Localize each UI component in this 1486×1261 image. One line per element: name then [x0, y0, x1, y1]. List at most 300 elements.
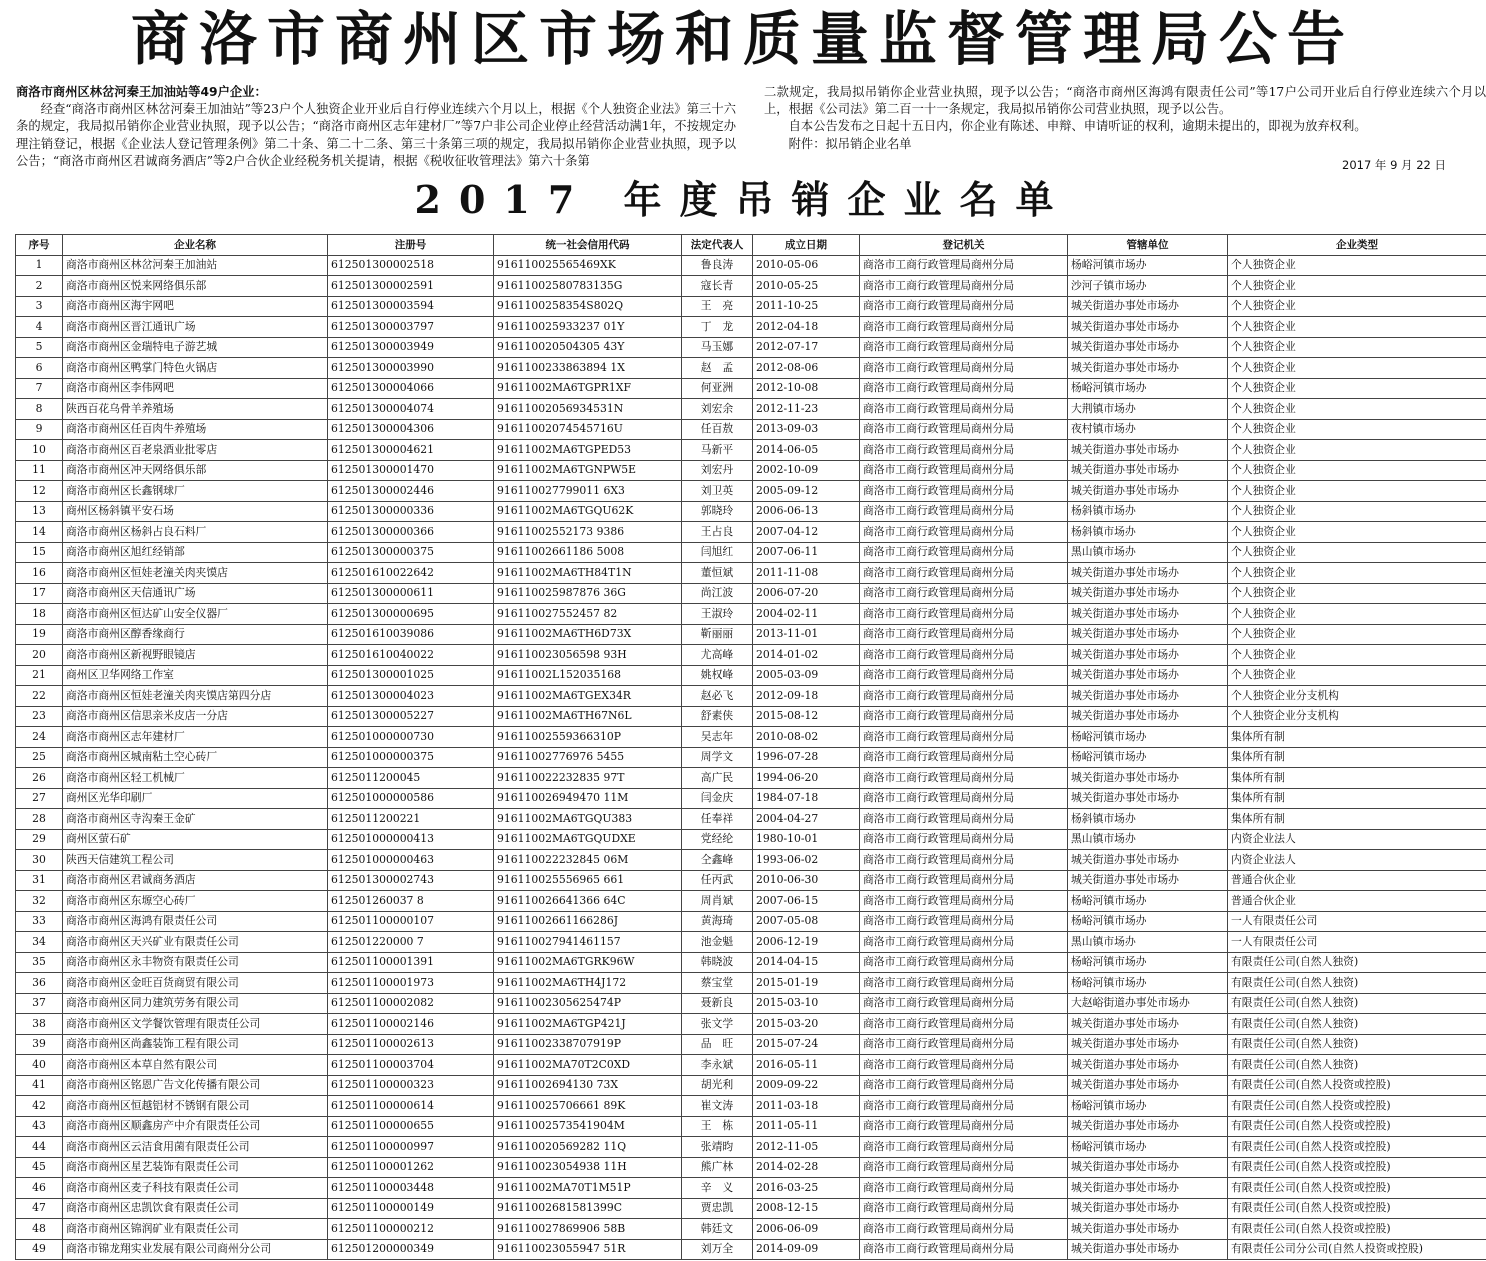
col-seq-cell: 33 — [16, 911, 63, 932]
col-jurisdiction-cell: 夜村镇市场办 — [1068, 419, 1228, 440]
table-row — [16, 501, 1486, 522]
col-jurisdiction-cell: 城关街道办事处市场办 — [1068, 1075, 1228, 1096]
col-name-cell: 商洛市商州区鸭掌门特色火锅店 — [63, 358, 328, 379]
col-registrar-cell: 商洛市工商行政管理局商州分局 — [860, 583, 1068, 604]
col-type-cell: 个人独资企业 — [1228, 378, 1486, 399]
col-name-cell: 商州区光华印刷厂 — [63, 788, 328, 809]
col-reg-no-cell: 612501300000695 — [328, 604, 494, 625]
col-founded-cell: 2010-08-02 — [753, 727, 860, 748]
col-credit-code-cell: 916110023054938 11H — [494, 1157, 682, 1178]
col-seq-cell: 21 — [16, 665, 63, 686]
col-reg-no-cell: 612501100000655 — [328, 1116, 494, 1137]
col-type-cell: 个人独资企业 — [1228, 624, 1486, 645]
col-registrar-cell: 商洛市工商行政管理局商州分局 — [860, 337, 1068, 358]
col-founded-cell: 1996-07-28 — [753, 747, 860, 768]
col-name-cell: 商洛市商州区本草自然有限公司 — [63, 1055, 328, 1076]
table-row — [16, 1198, 1486, 1219]
col-type-cell: 有限责任公司(自然人独资) — [1228, 973, 1486, 994]
col-reg-no-cell: 612501100002613 — [328, 1034, 494, 1055]
col-registrar-cell: 商洛市工商行政管理局商州分局 — [860, 1034, 1068, 1055]
col-jurisdiction-cell: 城关街道办事处市场办 — [1068, 1239, 1228, 1260]
col-credit-code-cell: 91611002MA6TH6D73X — [494, 624, 682, 645]
col-name-cell: 商洛市商州区林岔河秦王加油站 — [63, 255, 328, 276]
col-seq-cell: 40 — [16, 1055, 63, 1076]
table-row — [16, 1116, 1486, 1137]
col-type-cell: 有限责任公司(自然人独资) — [1228, 993, 1486, 1014]
col-credit-code-cell: 916110025706661 89K — [494, 1096, 682, 1117]
table-row — [16, 1219, 1486, 1240]
col-reg-no-cell: 612501260037 8 — [328, 891, 494, 912]
col-legal-rep-cell: 王占良 — [682, 522, 753, 543]
col-registrar-cell: 商洛市工商行政管理局商州分局 — [860, 952, 1068, 973]
col-credit-code-cell: 91611002MA6TGEX34R — [494, 686, 682, 707]
col-type-cell: 内资企业法人 — [1228, 850, 1486, 871]
col-registrar-header: 登记机关 — [860, 235, 1068, 256]
col-registrar-cell: 商洛市工商行政管理局商州分局 — [860, 624, 1068, 645]
col-registrar-cell: 商洛市工商行政管理局商州分局 — [860, 1055, 1068, 1076]
col-type-cell: 个人独资企业 — [1228, 542, 1486, 563]
col-credit-code-cell: 916110027941461157 — [494, 932, 682, 953]
col-reg-no-cell: 612501300000336 — [328, 501, 494, 522]
col-name-cell: 商洛市商州区任百肉牛养殖场 — [63, 419, 328, 440]
col-seq-cell: 34 — [16, 932, 63, 953]
col-legal-rep-cell: 刘宏余 — [682, 399, 753, 420]
col-registrar-cell: 商洛市工商行政管理局商州分局 — [860, 850, 1068, 871]
col-credit-code-cell: 916110020569282 11Q — [494, 1137, 682, 1158]
col-credit-code-cell: 91611002074545716U — [494, 419, 682, 440]
col-credit-code-cell: 91611002MA6TGNPW5E — [494, 460, 682, 481]
col-reg-no-cell: 612501000000375 — [328, 747, 494, 768]
col-type-cell: 个人独资企业分支机构 — [1228, 706, 1486, 727]
col-seq-cell: 24 — [16, 727, 63, 748]
col-jurisdiction-cell: 城关街道办事处市场办 — [1068, 1116, 1228, 1137]
col-seq-cell: 8 — [16, 399, 63, 420]
col-legal-rep-cell: 舒素侠 — [682, 706, 753, 727]
col-name-cell: 商洛市商州区天信通讯广场 — [63, 583, 328, 604]
col-type-cell: 个人独资企业 — [1228, 296, 1486, 317]
col-registrar-cell: 商洛市工商行政管理局商州分局 — [860, 891, 1068, 912]
table-row — [16, 645, 1486, 666]
col-reg-no-cell: 612501300001470 — [328, 460, 494, 481]
col-legal-rep-cell: 吴志年 — [682, 727, 753, 748]
col-legal-rep-cell: 任百敖 — [682, 419, 753, 440]
col-name-cell: 商洛市商州区城南粘土空心砖厂 — [63, 747, 328, 768]
col-legal-rep-cell: 王 亮 — [682, 296, 753, 317]
table-row — [16, 358, 1486, 379]
col-founded-cell: 1984-07-18 — [753, 788, 860, 809]
col-seq-cell: 35 — [16, 952, 63, 973]
table-row — [16, 296, 1486, 317]
col-credit-code-cell: 916110027552457 82 — [494, 604, 682, 625]
col-reg-no-cell: 612501300004306 — [328, 419, 494, 440]
table-row — [16, 706, 1486, 727]
col-seq-cell: 25 — [16, 747, 63, 768]
col-legal-rep-cell: 辛 义 — [682, 1178, 753, 1199]
col-jurisdiction-cell: 黑山镇市场办 — [1068, 829, 1228, 850]
col-credit-code-cell: 91611002MA6TGQUDXE — [494, 829, 682, 850]
col-credit-code-header: 统一社会信用代码 — [494, 235, 682, 256]
col-jurisdiction-cell: 城关街道办事处市场办 — [1068, 337, 1228, 358]
col-registrar-cell: 商洛市工商行政管理局商州分局 — [860, 1116, 1068, 1137]
col-type-cell: 有限责任公司(自然人投资或控股) — [1228, 1116, 1486, 1137]
col-reg-no-cell: 612501300003990 — [328, 358, 494, 379]
table-row — [16, 686, 1486, 707]
col-seq-cell: 43 — [16, 1116, 63, 1137]
col-credit-code-cell: 91611002L152035168 — [494, 665, 682, 686]
col-credit-code-cell: 91611002MA6TGQU62K — [494, 501, 682, 522]
col-type-cell: 个人独资企业 — [1228, 501, 1486, 522]
col-name-cell: 商州区杨斜镇平安石场 — [63, 501, 328, 522]
col-type-cell: 集体所有制 — [1228, 788, 1486, 809]
col-credit-code-cell: 916110025556965 661 — [494, 870, 682, 891]
col-reg-no-cell: 612501300002446 — [328, 481, 494, 502]
col-name-cell: 商洛市商州区天兴矿业有限责任公司 — [63, 932, 328, 953]
col-reg-no-cell: 612501610039086 — [328, 624, 494, 645]
col-reg-no-cell: 612501100000149 — [328, 1198, 494, 1219]
table-row — [16, 1034, 1486, 1055]
col-name-cell: 商洛市锦龙翔实业发展有限公司商州分公司 — [63, 1239, 328, 1260]
table-row — [16, 911, 1486, 932]
col-legal-rep-cell: 蔡宝堂 — [682, 973, 753, 994]
col-credit-code-cell: 91611002305625474P — [494, 993, 682, 1014]
col-founded-cell: 2014-04-15 — [753, 952, 860, 973]
col-seq-cell: 28 — [16, 809, 63, 830]
notice-body-left — [16, 84, 736, 170]
col-credit-code-cell: 916110022232835 97T — [494, 768, 682, 789]
col-jurisdiction-cell: 杨峪河镇市场办 — [1068, 911, 1228, 932]
table-row — [16, 973, 1486, 994]
col-name-cell: 商洛市商州区旭红经销部 — [63, 542, 328, 563]
col-jurisdiction-cell: 黑山镇市场办 — [1068, 932, 1228, 953]
col-credit-code-cell: 91611002MA6TGPR1XF — [494, 378, 682, 399]
table-row — [16, 522, 1486, 543]
col-legal-rep-cell: 何亚洲 — [682, 378, 753, 399]
col-reg-no-cell: 612501100003448 — [328, 1178, 494, 1199]
col-credit-code-cell: 916110022232845 06M — [494, 850, 682, 871]
col-reg-no-cell: 612501300002743 — [328, 870, 494, 891]
notice-body-right — [764, 84, 1486, 174]
col-reg-no-cell: 612501000000730 — [328, 727, 494, 748]
col-legal-rep-cell: 贾忠凯 — [682, 1198, 753, 1219]
col-name-cell: 商洛市商州区海鸿有限责任公司 — [63, 911, 328, 932]
col-reg-no-cell: 612501100000107 — [328, 911, 494, 932]
col-seq-cell: 47 — [16, 1198, 63, 1219]
col-reg-no-cell: 612501300002518 — [328, 255, 494, 276]
table-row — [16, 665, 1486, 686]
col-legal-rep-cell: 周肖斌 — [682, 891, 753, 912]
col-type-cell: 有限责任公司(自然人独资) — [1228, 952, 1486, 973]
col-jurisdiction-cell: 城关街道办事处市场办 — [1068, 665, 1228, 686]
col-registrar-cell: 商洛市工商行政管理局商州分局 — [860, 460, 1068, 481]
col-name-cell: 商州区卫华网络工作室 — [63, 665, 328, 686]
col-type-cell: 个人独资企业 — [1228, 645, 1486, 666]
col-founded-cell: 2014-01-02 — [753, 645, 860, 666]
col-legal-rep-cell: 胡光利 — [682, 1075, 753, 1096]
col-seq-cell: 26 — [16, 768, 63, 789]
col-founded-cell: 2012-11-23 — [753, 399, 860, 420]
col-type-cell: 有限责任公司(自然人投资或控股) — [1228, 1157, 1486, 1178]
col-legal-rep-cell: 仝鑫峰 — [682, 850, 753, 871]
col-jurisdiction-cell: 杨峪河镇市场办 — [1068, 747, 1228, 768]
table-row — [16, 747, 1486, 768]
col-registrar-cell: 商洛市工商行政管理局商州分局 — [860, 1075, 1068, 1096]
notice-paragraph-2: 自本公告发布之日起十五日内，你企业有陈述、申辩、申请听证的权利，逾期未提出的，即视为放弃权利。 — [788, 119, 1367, 134]
col-name-cell: 商洛市商州区永丰物资有限责任公司 — [63, 952, 328, 973]
col-legal-rep-cell: 马新平 — [682, 440, 753, 461]
col-name-cell: 商洛市商州区海宇网吧 — [63, 296, 328, 317]
col-registrar-cell: 商洛市工商行政管理局商州分局 — [860, 276, 1068, 297]
col-founded-cell: 1993-06-02 — [753, 850, 860, 871]
table-row — [16, 1096, 1486, 1117]
col-registrar-cell: 商洛市工商行政管理局商州分局 — [860, 399, 1068, 420]
table-row — [16, 481, 1486, 502]
col-founded-cell: 2013-09-03 — [753, 419, 860, 440]
col-type-cell: 集体所有制 — [1228, 768, 1486, 789]
col-legal-rep-cell: 高广民 — [682, 768, 753, 789]
table-row — [16, 1178, 1486, 1199]
col-name-cell: 商洛市商州区东塬空心砖厂 — [63, 891, 328, 912]
col-registrar-cell: 商洛市工商行政管理局商州分局 — [860, 747, 1068, 768]
col-type-cell: 个人独资企业 — [1228, 276, 1486, 297]
col-reg-no-cell: 612501300004023 — [328, 686, 494, 707]
col-credit-code-cell: 91611002338707919P — [494, 1034, 682, 1055]
col-legal-rep-cell: 党经纶 — [682, 829, 753, 850]
col-seq-cell: 17 — [16, 583, 63, 604]
notice-paragraph-1: 经查“商洛市商州区林岔河秦王加油站”等23户个人独资企业开业后自行停业连续六个月以上，根据《个人独资企业法》第三十六条的规定，我局拟吊销你企业营业执照，现予以公告；“商洛市商州区志年建材厂”等7户非公司企业停止经营活动满1年，不按规定办理注销登记，根据《企业法人登记管理条例》第二十条、第二十二条、第三十条第三项的规定，我局拟吊销你企业营业执照，现予以公告；“商洛市商州区君诚商务酒店”等2户合伙企业经税务机关提请，根据《税收征收管理法》第六十条第 — [16, 102, 736, 168]
list-title: 2017 年度吊销企业名单 — [414, 177, 1072, 222]
col-legal-rep-cell: 熊广林 — [682, 1157, 753, 1178]
col-seq-cell: 19 — [16, 624, 63, 645]
table-row — [16, 850, 1486, 871]
col-seq-cell: 3 — [16, 296, 63, 317]
col-name-cell: 商州区萤石矿 — [63, 829, 328, 850]
col-registrar-cell: 商洛市工商行政管理局商州分局 — [860, 481, 1068, 502]
col-legal-rep-cell: 尤高峰 — [682, 645, 753, 666]
table-row — [16, 1239, 1486, 1260]
col-founded-cell: 2016-05-11 — [753, 1055, 860, 1076]
col-legal-rep-cell: 赵必飞 — [682, 686, 753, 707]
col-legal-rep-cell: 刘宏丹 — [682, 460, 753, 481]
col-credit-code-cell: 91611002661166286J — [494, 911, 682, 932]
col-type-cell: 个人独资企业 — [1228, 522, 1486, 543]
col-registrar-cell: 商洛市工商行政管理局商州分局 — [860, 993, 1068, 1014]
col-jurisdiction-cell: 城关街道办事处市场办 — [1068, 604, 1228, 625]
col-registrar-cell: 商洛市工商行政管理局商州分局 — [860, 542, 1068, 563]
col-reg-no-cell: 612501100000323 — [328, 1075, 494, 1096]
col-jurisdiction-cell: 城关街道办事处市场办 — [1068, 768, 1228, 789]
col-type-cell: 个人独资企业 — [1228, 358, 1486, 379]
col-jurisdiction-cell: 城关街道办事处市场办 — [1068, 1034, 1228, 1055]
col-reg-no-cell: 612501100002146 — [328, 1014, 494, 1035]
col-reg-no-cell: 612501220000 7 — [328, 932, 494, 953]
notice-paragraph-1-continued: 二款规定，我局拟吊销你企业营业执照，现予以公告；“商洛市商州区海鸿有限责任公司”等17户公司开业后自行停业连续六个月以上，根据《公司法》第二百一十一条规定，我局拟吊销你公司营业执照，现予以公告。 — [764, 85, 1486, 117]
col-credit-code-cell: 91611002MA6TGQU383 — [494, 809, 682, 830]
col-reg-no-cell: 612501100001973 — [328, 973, 494, 994]
col-founded-cell: 2008-12-15 — [753, 1198, 860, 1219]
col-jurisdiction-cell: 沙河子镇市场办 — [1068, 276, 1228, 297]
col-jurisdiction-cell: 城关街道办事处市场办 — [1068, 481, 1228, 502]
col-legal-rep-cell: 品 旺 — [682, 1034, 753, 1055]
col-reg-no-cell: 612501610040022 — [328, 645, 494, 666]
col-seq-cell: 30 — [16, 850, 63, 871]
col-name-cell: 商洛市商州区轻工机械厂 — [63, 768, 328, 789]
col-type-cell: 个人独资企业 — [1228, 481, 1486, 502]
col-name-cell: 商洛市商州区尚鑫装饰工程有限公司 — [63, 1034, 328, 1055]
col-legal-rep-cell: 韩廷文 — [682, 1219, 753, 1240]
col-reg-no-cell: 6125011200221 — [328, 809, 494, 830]
col-type-cell: 个人独资企业 — [1228, 563, 1486, 584]
col-reg-no-cell: 612501300003594 — [328, 296, 494, 317]
col-reg-no-cell: 612501300002591 — [328, 276, 494, 297]
col-name-cell: 商洛市商州区李伟网吧 — [63, 378, 328, 399]
col-legal-rep-cell: 池金魁 — [682, 932, 753, 953]
col-type-cell: 个人独资企业 — [1228, 399, 1486, 420]
col-name-cell: 商洛市商州区星艺装饰有限责任公司 — [63, 1157, 328, 1178]
col-seq-cell: 32 — [16, 891, 63, 912]
col-type-cell: 一人有限责任公司 — [1228, 911, 1486, 932]
col-seq-cell: 11 — [16, 460, 63, 481]
col-seq-cell: 48 — [16, 1219, 63, 1240]
col-reg-no-cell: 612501300000366 — [328, 522, 494, 543]
col-legal-rep-cell: 闫旭红 — [682, 542, 753, 563]
table-row — [16, 276, 1486, 297]
col-registrar-cell: 商洛市工商行政管理局商州分局 — [860, 645, 1068, 666]
col-founded-cell: 2012-11-05 — [753, 1137, 860, 1158]
table-row — [16, 378, 1486, 399]
col-name-cell: 陕西天信建筑工程公司 — [63, 850, 328, 871]
col-legal-rep-cell: 马玉娜 — [682, 337, 753, 358]
col-founded-cell: 2011-05-11 — [753, 1116, 860, 1137]
col-type-cell: 有限责任公司(自然人独资) — [1228, 1034, 1486, 1055]
col-registrar-cell: 商洛市工商行政管理局商州分局 — [860, 932, 1068, 953]
col-credit-code-cell: 91611002559366310P — [494, 727, 682, 748]
col-legal-rep-cell: 韩晓波 — [682, 952, 753, 973]
col-name-cell: 商洛市商州区金旺百货商贸有限公司 — [63, 973, 328, 994]
col-registrar-cell: 商洛市工商行政管理局商州分局 — [860, 788, 1068, 809]
col-reg-no-cell: 612501300003797 — [328, 317, 494, 338]
col-name-cell: 商洛市商州区恒达矿山安全仪器厂 — [63, 604, 328, 625]
col-type-cell: 个人独资企业 — [1228, 604, 1486, 625]
col-jurisdiction-cell: 城关街道办事处市场办 — [1068, 686, 1228, 707]
table-row — [16, 583, 1486, 604]
col-registrar-cell: 商洛市工商行政管理局商州分局 — [860, 1178, 1068, 1199]
col-jurisdiction-cell: 城关街道办事处市场办 — [1068, 1157, 1228, 1178]
col-jurisdiction-cell: 城关街道办事处市场办 — [1068, 788, 1228, 809]
col-legal-rep-cell: 黄海琦 — [682, 911, 753, 932]
col-seq-cell: 14 — [16, 522, 63, 543]
table-row — [16, 317, 1486, 338]
col-legal-rep-cell: 刘万全 — [682, 1239, 753, 1260]
col-reg-no-cell: 612501000000413 — [328, 829, 494, 850]
col-jurisdiction-cell: 城关街道办事处市场办 — [1068, 706, 1228, 727]
col-jurisdiction-header: 管辖单位 — [1068, 235, 1228, 256]
col-type-cell: 集体所有制 — [1228, 747, 1486, 768]
col-credit-code-cell: 916110023056598 93H — [494, 645, 682, 666]
col-type-cell: 一人有限责任公司 — [1228, 932, 1486, 953]
col-type-cell: 个人独资企业 — [1228, 337, 1486, 358]
col-jurisdiction-cell: 杨峪河镇市场办 — [1068, 1096, 1228, 1117]
col-credit-code-cell: 916110025987876 36G — [494, 583, 682, 604]
table-row — [16, 440, 1486, 461]
col-jurisdiction-cell: 城关街道办事处市场办 — [1068, 870, 1228, 891]
col-type-cell: 有限责任公司(自然人投资或控股) — [1228, 1219, 1486, 1240]
col-type-cell: 个人独资企业 — [1228, 255, 1486, 276]
table-row — [16, 337, 1486, 358]
col-seq-cell: 13 — [16, 501, 63, 522]
col-jurisdiction-cell: 城关街道办事处市场办 — [1068, 296, 1228, 317]
col-reg-no-cell: 612501300000611 — [328, 583, 494, 604]
col-type-cell: 内资企业法人 — [1228, 829, 1486, 850]
col-name-cell: 商洛市商州区恒娃老潼关肉夹馍店 — [63, 563, 328, 584]
col-founded-cell: 2006-07-20 — [753, 583, 860, 604]
col-reg-no-cell: 612501000000463 — [328, 850, 494, 871]
col-credit-code-cell: 91611002681581399C — [494, 1198, 682, 1219]
col-jurisdiction-cell: 杨斜镇市场办 — [1068, 501, 1228, 522]
col-type-cell: 有限责任公司分公司(自然人投资或控股) — [1228, 1239, 1486, 1260]
col-legal-rep-header: 法定代表人 — [682, 235, 753, 256]
col-seq-cell: 6 — [16, 358, 63, 379]
col-legal-rep-cell: 崔文涛 — [682, 1096, 753, 1117]
col-credit-code-cell: 91611002573541904M — [494, 1116, 682, 1137]
col-type-cell: 有限责任公司(自然人投资或控股) — [1228, 1137, 1486, 1158]
col-name-cell: 商洛市商州区冲天网络俱乐部 — [63, 460, 328, 481]
table-row — [16, 1137, 1486, 1158]
col-founded-cell: 2012-04-18 — [753, 317, 860, 338]
col-seq-cell: 49 — [16, 1239, 63, 1260]
col-type-cell: 有限责任公司(自然人投资或控股) — [1228, 1096, 1486, 1117]
table-row — [16, 768, 1486, 789]
col-jurisdiction-cell: 杨斜镇市场办 — [1068, 809, 1228, 830]
col-legal-rep-cell: 李永斌 — [682, 1055, 753, 1076]
col-legal-rep-cell: 寇长青 — [682, 276, 753, 297]
col-reg-no-cell: 612501100001391 — [328, 952, 494, 973]
col-founded-cell: 2016-03-25 — [753, 1178, 860, 1199]
col-registrar-cell: 商洛市工商行政管理局商州分局 — [860, 604, 1068, 625]
col-registrar-cell: 商洛市工商行政管理局商州分局 — [860, 1096, 1068, 1117]
col-seq-cell: 2 — [16, 276, 63, 297]
col-founded-cell: 2007-04-12 — [753, 522, 860, 543]
col-name-cell: 商洛市商州区志年建材厂 — [63, 727, 328, 748]
col-name-cell: 商洛市商州区信思亲米皮店一分店 — [63, 706, 328, 727]
col-type-cell: 个人独资企业 — [1228, 583, 1486, 604]
col-registrar-cell: 商洛市工商行政管理局商州分局 — [860, 1219, 1068, 1240]
col-jurisdiction-cell: 黑山镇市场办 — [1068, 542, 1228, 563]
col-jurisdiction-cell: 杨峪河镇市场办 — [1068, 1137, 1228, 1158]
table-row — [16, 399, 1486, 420]
col-jurisdiction-cell: 城关街道办事处市场办 — [1068, 583, 1228, 604]
col-registrar-cell: 商洛市工商行政管理局商州分局 — [860, 378, 1068, 399]
col-founded-cell: 2007-06-15 — [753, 891, 860, 912]
col-seq-cell: 5 — [16, 337, 63, 358]
table-row — [16, 809, 1486, 830]
col-seq-cell: 45 — [16, 1157, 63, 1178]
col-type-header: 企业类型 — [1228, 235, 1486, 256]
col-legal-rep-cell: 张文学 — [682, 1014, 753, 1035]
table-header-row — [16, 235, 1486, 256]
col-founded-cell: 1980-10-01 — [753, 829, 860, 850]
col-credit-code-cell: 91611002MA6TH84T1N — [494, 563, 682, 584]
col-name-cell: 商洛市商州区顺鑫房产中介有限责任公司 — [63, 1116, 328, 1137]
col-founded-cell: 2014-02-28 — [753, 1157, 860, 1178]
col-founded-cell: 2015-08-12 — [753, 706, 860, 727]
col-legal-rep-cell: 丁 龙 — [682, 317, 753, 338]
col-reg-no-cell: 612501100001262 — [328, 1157, 494, 1178]
col-founded-cell: 1994-06-20 — [753, 768, 860, 789]
col-legal-rep-cell: 王淑玲 — [682, 604, 753, 625]
col-seq-cell: 15 — [16, 542, 63, 563]
col-reg-no-cell: 612501300001025 — [328, 665, 494, 686]
table-row — [16, 1014, 1486, 1035]
